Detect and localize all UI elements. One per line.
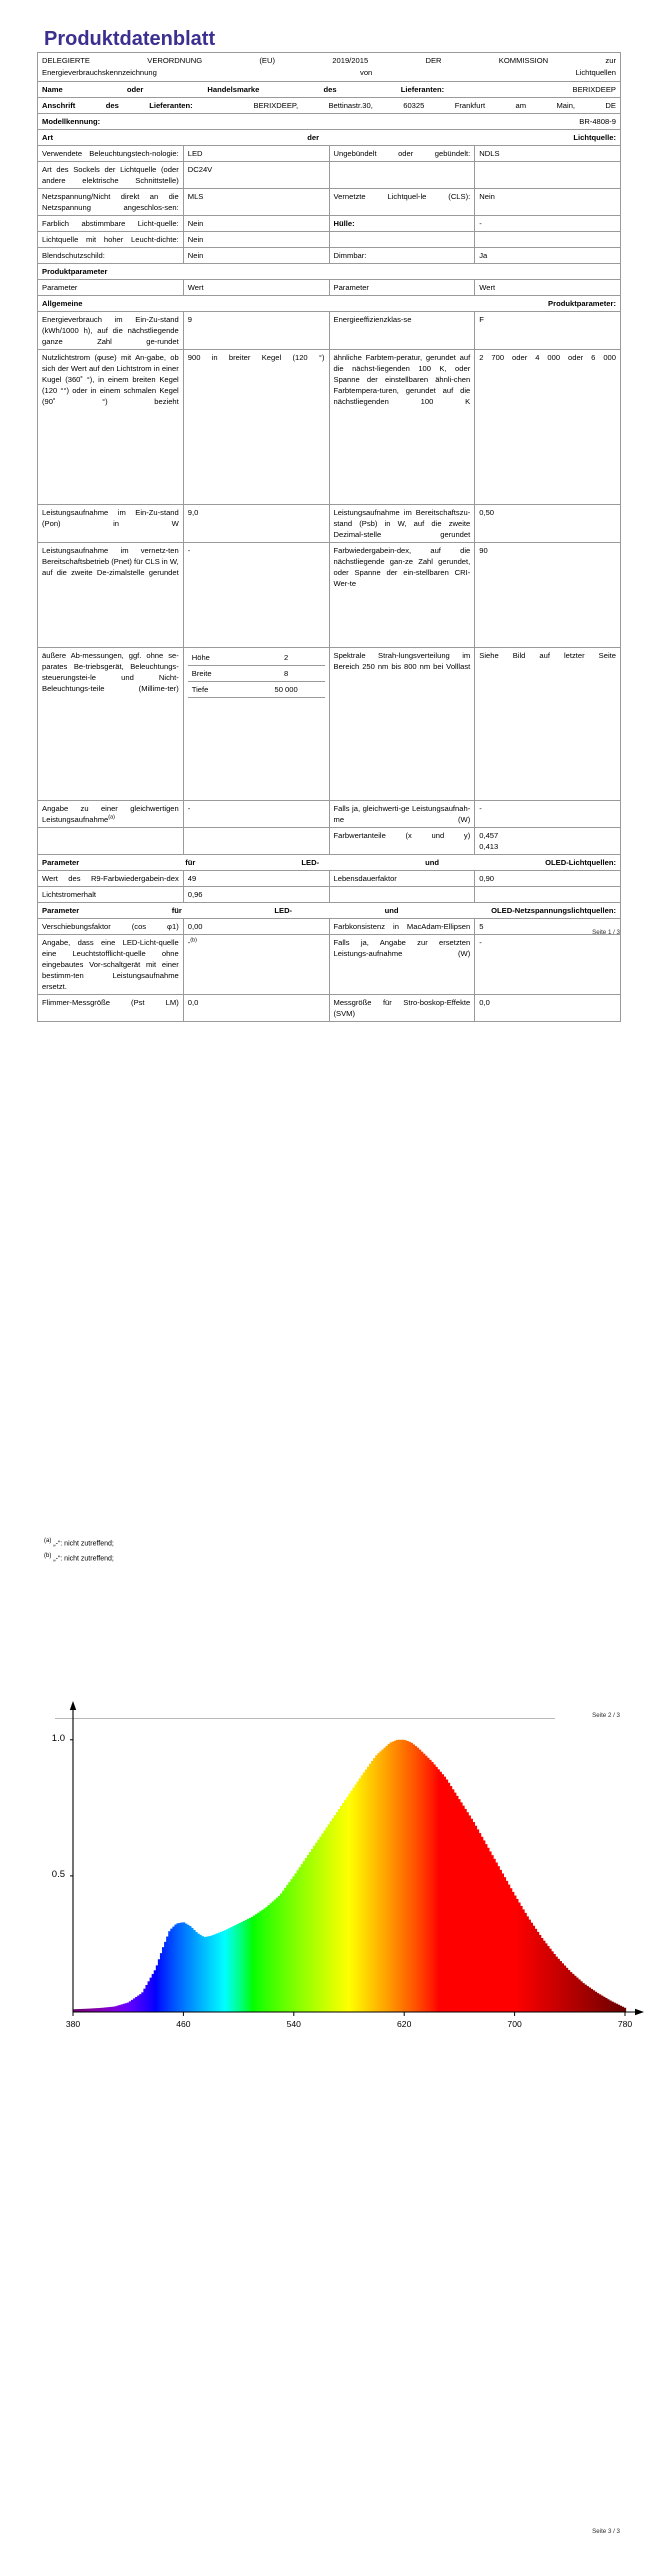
dimensions-row bbox=[38, 647, 621, 800]
regulation-line-2: Energieverbrauchskennzeichnung von Lichtquellen bbox=[42, 67, 616, 77]
datasheet-table-wrapper bbox=[37, 52, 621, 1022]
spectral-distribution-chart bbox=[0, 1690, 661, 2060]
cell-value: - bbox=[475, 215, 621, 231]
cell-value: 0,0 bbox=[475, 994, 621, 1021]
cell-parameter: Energieverbrauch im Ein-Zu-stand (kWh/1000 h), auf die nächstliegende ganze Zahl ge-rundet bbox=[38, 311, 184, 349]
x-tick-label: 380 bbox=[65, 2019, 81, 2029]
cell-parameter bbox=[38, 827, 184, 854]
cell-value: MLS bbox=[183, 188, 329, 215]
dimension-value: 2 bbox=[248, 650, 325, 666]
table-row bbox=[38, 800, 621, 827]
table-row bbox=[38, 247, 621, 263]
column-header-parameter-2: Parameter bbox=[329, 279, 475, 295]
section-light-source-type-label: Art der Lichtquelle: bbox=[38, 129, 621, 145]
dimension-item-row bbox=[188, 681, 325, 697]
cell-parameter: Netzspannung/Nicht direkt an die Netzspannung angeschlos-sen: bbox=[38, 188, 184, 215]
y-tick-label: 0.5 bbox=[51, 1868, 65, 1880]
led-replacement-value: - bbox=[187, 937, 191, 947]
cell-parameter: Falls ja, Angabe zur ersetzten Leistungs-aufnahme (W) bbox=[329, 934, 475, 994]
supplier-address-value: BERIXDEEP, Bettinastr.30, 60325 Frankfurt am Main, DE bbox=[253, 100, 616, 110]
table-row bbox=[38, 145, 621, 161]
cell-parameter: Flimmer-Messgröße (Pst LM) bbox=[38, 994, 184, 1021]
footnote-b-marker: (b) bbox=[44, 1552, 52, 1559]
table-row bbox=[38, 870, 621, 886]
x-tick-label: 700 bbox=[507, 2019, 522, 2029]
cell-parameter: Verschiebungsfaktor (cos φ1) bbox=[38, 918, 184, 934]
cell-value: 0,90 bbox=[475, 870, 621, 886]
cell-parameter bbox=[329, 161, 475, 188]
cell-value bbox=[183, 934, 329, 994]
dimension-name: Breite bbox=[188, 665, 248, 681]
supplier-address-cell bbox=[38, 97, 621, 113]
table-row bbox=[38, 542, 621, 647]
column-header-parameter-1: Parameter bbox=[38, 279, 184, 295]
supplier-name-value: BERIXDEEP bbox=[572, 84, 616, 94]
column-header-value-2: Wert bbox=[475, 279, 621, 295]
footnote-ref-a: (a) bbox=[108, 814, 115, 820]
x-tick-label: 780 bbox=[617, 2019, 633, 2029]
cell-parameter: Lebensdauerfaktor bbox=[329, 870, 475, 886]
model-row bbox=[38, 113, 621, 129]
cell-value: 2 700 oder 4 000 oder 6 000 bbox=[475, 349, 621, 504]
supplier-name-row bbox=[38, 81, 621, 97]
cell-value: 5 bbox=[475, 918, 621, 934]
table-row bbox=[38, 504, 621, 542]
cell-value: Nein bbox=[183, 215, 329, 231]
supplier-name-cell bbox=[38, 81, 621, 97]
footnote-b bbox=[44, 1551, 114, 1566]
cell-parameter: Ungebündelt oder gebündelt: bbox=[329, 145, 475, 161]
dimension-name: Höhe bbox=[188, 650, 248, 666]
dimensions-label: äußere Ab-messungen, ggf. ohne se-parates Be-triebsgerät, Beleuchtungs-steuerungstei-le und Nicht-Beleuchtungs-teile (Millime-ter) bbox=[38, 647, 184, 800]
dimensions-spacer bbox=[183, 647, 329, 800]
model-label: Modellkennung: bbox=[42, 116, 101, 126]
cell-value: 900 in breiter Kegel (120 °) bbox=[183, 349, 329, 504]
cell-parameter: Nutzlichtstrom (φuse) mit An-gabe, ob sich der Wert auf den Lichtstrom in einer Kugel (360˚ °), in einem breiten Kegel (120 °°) oder in einem schmalen Kegel (90˚ °) bezieht bbox=[38, 349, 184, 504]
table-row bbox=[38, 349, 621, 504]
section-led-oled-row bbox=[38, 854, 621, 870]
cell-parameter: Farbkonsistenz in MacAdam-Ellipsen bbox=[329, 918, 475, 934]
footnote-ref-b: (b) bbox=[190, 937, 197, 943]
cell-value: F bbox=[475, 311, 621, 349]
cell-parameter: Energieeffizienzklas-se bbox=[329, 311, 475, 349]
table-row bbox=[38, 161, 621, 188]
cell-value: NDLS bbox=[475, 145, 621, 161]
supplier-name-label: Name oder Handelsmarke des Lieferanten: bbox=[42, 84, 445, 94]
dimensions-inner-table bbox=[188, 650, 325, 792]
spectral-chart-svg bbox=[0, 1690, 661, 2060]
cell-parameter: Messgröße für Stro-boskop-Effekte (SVM) bbox=[329, 994, 475, 1021]
supplier-address-label: Anschrift des Lieferanten: bbox=[42, 100, 193, 110]
equivalent-power-label: Angabe zu einer gleichwertigen Leistungsaufnahme bbox=[42, 803, 179, 824]
cell-value: Nein bbox=[183, 231, 329, 247]
cell-value: Siehe Bild auf letzter Seite bbox=[475, 647, 621, 800]
column-header-value-1: Wert bbox=[183, 279, 329, 295]
cell-parameter bbox=[329, 886, 475, 902]
cell-value bbox=[475, 827, 621, 854]
footnote-a-text: „-“: nicht zutreffend; bbox=[53, 1540, 114, 1548]
model-value: BR-4808-9 bbox=[579, 116, 616, 126]
cell-value: - bbox=[183, 542, 329, 647]
table-row bbox=[38, 994, 621, 1021]
page-title: Produktdatenblatt bbox=[44, 28, 216, 50]
regulation-row bbox=[38, 53, 621, 82]
dimension-filler-row bbox=[188, 697, 325, 792]
footnotes-block bbox=[44, 1536, 114, 1565]
cell-parameter: Falls ja, gleichwerti-ge Leistungsaufnah-me (W) bbox=[329, 800, 475, 827]
footnote-a bbox=[44, 1536, 114, 1551]
table-row bbox=[38, 311, 621, 349]
cell-value bbox=[475, 231, 621, 247]
cell-value: 0,96 bbox=[183, 886, 329, 902]
cell-value: 90 bbox=[475, 542, 621, 647]
cell-parameter: Wert des R9-Farbwiedergabein-dex bbox=[38, 870, 184, 886]
cell-parameter: Art des Sockels der Lichtquelle (oder andere elektrische Schnittstelle) bbox=[38, 161, 184, 188]
section-led-oled-label: Parameter für LED- und OLED-Lichtquellen: bbox=[38, 854, 621, 870]
cell-value: 9,0 bbox=[183, 504, 329, 542]
cell-parameter: Farbwiedergabein-dex, auf die nächstliegende gan-ze Zahl gerundet, oder Spanne der ein-stellbaren CRI-Wer-te bbox=[329, 542, 475, 647]
cell-value: - bbox=[475, 934, 621, 994]
regulation-line-1: DELEGIERTE VERORDNUNG (EU) 2019/2015 DER KOMMISSION zur bbox=[42, 56, 616, 65]
table-row bbox=[38, 231, 621, 247]
chromaticity-x: 0,457 bbox=[479, 830, 499, 840]
footnote-b-text: „-“: nicht zutreffend; bbox=[53, 1554, 114, 1562]
cell-value: 0,50 bbox=[475, 504, 621, 542]
table-row bbox=[38, 934, 621, 994]
dimension-item-row bbox=[188, 665, 325, 681]
cell-parameter: Leistungsaufnahme im Bereitschaftszu-stand (Psb) in W, auf die zweite Dezimal-stelle gerundet bbox=[329, 504, 475, 542]
cell-parameter: Leistungsaufnahme im Ein-Zu-stand (Pon) in W bbox=[38, 504, 184, 542]
cell-value: Nein bbox=[183, 247, 329, 263]
chromaticity-y: 0,413 bbox=[479, 841, 499, 851]
cell-parameter: Angabe, dass eine LED-Licht-quelle eine Leuchtstofflicht-quelle ohne eingebautes Vor-schaltgerät mit einer bestimm-ten Leistungsaufnahme ersetzt. bbox=[38, 934, 184, 994]
table-row bbox=[38, 886, 621, 902]
product-datasheet-table bbox=[37, 52, 621, 1022]
x-tick-label: 460 bbox=[176, 2019, 191, 2029]
dimension-name: Tiefe bbox=[188, 681, 248, 697]
section-light-source-type-row bbox=[38, 129, 621, 145]
cell-parameter: Blendschutzschild: bbox=[38, 247, 184, 263]
dimension-value: 50 000 bbox=[248, 681, 325, 697]
supplier-address-row bbox=[38, 97, 621, 113]
cell-parameter bbox=[329, 231, 475, 247]
cell-parameter: Lichtquelle mit hoher Leucht-dichte: bbox=[38, 231, 184, 247]
cell-parameter: Dimmbar: bbox=[329, 247, 475, 263]
cell-value: 0,0 bbox=[183, 994, 329, 1021]
y-tick-label: 1.0 bbox=[51, 1732, 65, 1744]
cell-parameter: Lichtstromerhalt bbox=[38, 886, 184, 902]
dimension-filler bbox=[248, 697, 325, 792]
section-led-oled-mains-label: Parameter für LED- und OLED-Netzspannungslichtquellen: bbox=[38, 902, 621, 918]
table-row bbox=[38, 215, 621, 231]
cell-value: Nein bbox=[475, 188, 621, 215]
cell-parameter bbox=[38, 800, 184, 827]
cell-value bbox=[475, 161, 621, 188]
spectral-area bbox=[73, 1740, 626, 2012]
cell-value bbox=[475, 886, 621, 902]
cell-parameter: Leistungsaufnahme im vernetz-ten Bereitschaftsbetrieb (Pnet) für CLS in W, auf die zweite De-zimalstelle gerundet bbox=[38, 542, 184, 647]
cell-value: 0,00 bbox=[183, 918, 329, 934]
section-general-parameters-label: Allgemeine Produktparameter: bbox=[38, 295, 621, 311]
section-product-parameters-row bbox=[38, 263, 621, 279]
page-marker-1: Seite 1 / 3 bbox=[592, 929, 620, 936]
column-header-row bbox=[38, 279, 621, 295]
dimension-value: 8 bbox=[248, 665, 325, 681]
footnote-a-marker: (a) bbox=[44, 1538, 52, 1544]
table-row bbox=[38, 827, 621, 854]
x-tick-label: 620 bbox=[397, 2019, 412, 2029]
cell-value: 9 bbox=[183, 311, 329, 349]
cell-parameter: Farbwertanteile (x und y) bbox=[329, 827, 475, 854]
section-general-parameters-row bbox=[38, 295, 621, 311]
cell-parameter: ähnliche Farbtem-peratur, gerundet auf die nächst-liegenden 100 K, oder Spanne der einstellbaren ähnli-chen Farbtempera-turen, gerundet auf die nächstliegenden 100 K bbox=[329, 349, 475, 504]
page-marker-3: Seite 3 / 3 bbox=[592, 2528, 620, 2535]
cell-parameter: Verwendete Beleuchtungstech-nologie: bbox=[38, 145, 184, 161]
cell-value: DC24V bbox=[183, 161, 329, 188]
page-marker-2: Seite 2 / 3 bbox=[592, 1712, 620, 1719]
cell-value: 49 bbox=[183, 870, 329, 886]
cell-value: - bbox=[183, 800, 329, 827]
x-tick-label: 540 bbox=[286, 2019, 301, 2029]
cell-value: LED bbox=[183, 145, 329, 161]
cell-parameter: Farblich abstimmbare Licht-quelle: bbox=[38, 215, 184, 231]
regulation-cell bbox=[38, 53, 621, 82]
x-axis-arrow bbox=[635, 2009, 644, 2015]
dimension-filler bbox=[188, 697, 248, 792]
cell-parameter: Vernetzte Lichtquel-le (CLS): bbox=[329, 188, 475, 215]
section-led-oled-mains-row bbox=[38, 902, 621, 918]
table-row bbox=[38, 188, 621, 215]
cell-parameter: Hülle: bbox=[329, 215, 475, 231]
model-cell bbox=[38, 113, 621, 129]
cell-value: - bbox=[475, 800, 621, 827]
dimension-item-row bbox=[188, 650, 325, 666]
y-axis-arrow bbox=[70, 1701, 76, 1710]
section-product-parameters-label: Produktparameter bbox=[38, 263, 621, 279]
cell-value bbox=[183, 827, 329, 854]
cell-parameter: Spektrale Strah-lungsverteilung im Bereich 250 nm bis 800 nm bei Volllast bbox=[329, 647, 475, 800]
cell-value: Ja bbox=[475, 247, 621, 263]
